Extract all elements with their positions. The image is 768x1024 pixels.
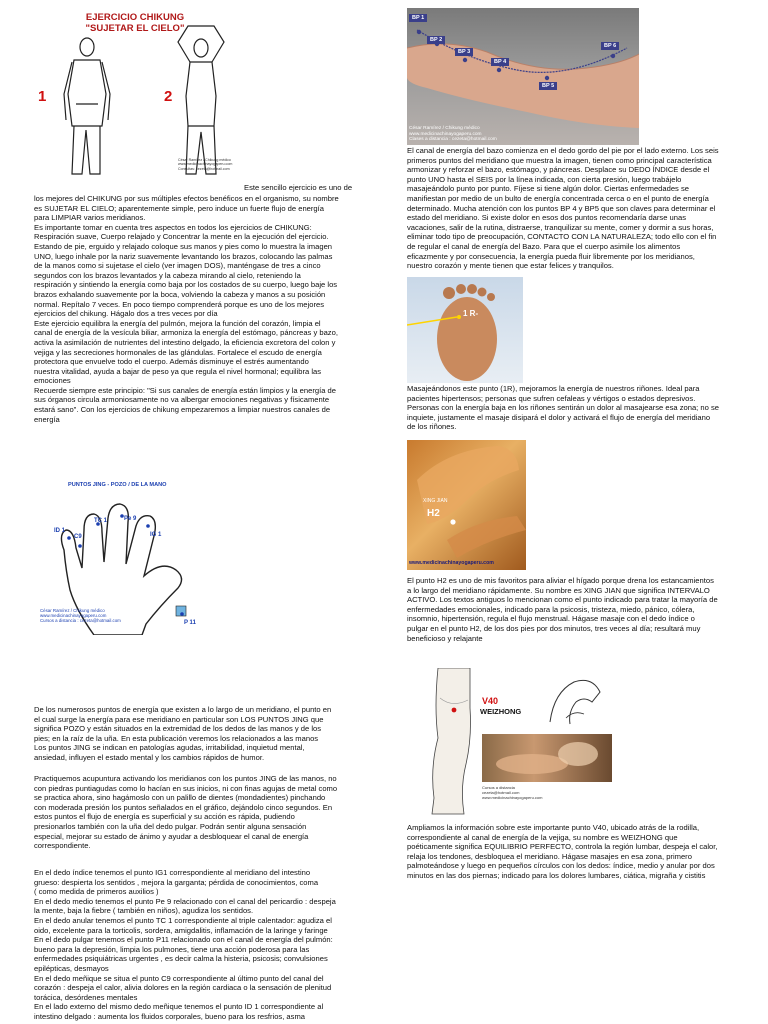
foot-label-bp6: BP 6: [601, 42, 619, 50]
chikung-figure-caption: César Ramírez / Chikung médico www.medicinachinayogaperu.com Consultas: cezeta@hotmail.com: [178, 158, 233, 171]
foot-spleen-meridian-photo: [407, 8, 639, 145]
toes-shape: [407, 440, 526, 570]
spleen-meridian-paragraph: El canal de energía del bazo comienza en el dedo gordo del pie por el lado externo. Los seis primeros puntos del meridiano que muestra la imagen, tienen como principal característica armonizar y reforzar el bazo, estómago, y páncreas. Desplace su DEDO ÍNDICE desde el punto UNO hasta el SEIS por la línea indicada, con cierta presión, luego trabájelo masajeándolo punto por punto. Fíjese si tiene algún dolor. Ciertas enfermedades se manifiestan por medio de un bulto de energía concentrada cerca o en el punto de energía determinado. Mucha atención con los puntos BP 4 y BP5 que son claves para determinar el estado del meridiano. Si existe dolor en esos dos puntos recomendaría darse unas vacaciones, salir de la rutina, distraerse, tranquilizar su mente, comer y dormir a sus horas, eliminar todo tipo de preocupación, CONTACTO CON LA NATURALEZA; todo ello con el fin de regular el canal de energía del Bazo. Para que el cuerpo asimile los alimentos eficazmente y por consecuencia, la energía pueda fluir libremente por los meridianos, nuestro corazón y mente tienen que estar felices y tranquilos.: [407, 146, 719, 271]
leg-back-illustration: [424, 668, 484, 816]
hand-jing-points-figure: [36, 480, 226, 635]
knee-v40-figure: [424, 668, 614, 816]
foot-label-bp5: BP 5: [539, 82, 557, 90]
point-label-id1: ID 1: [54, 528, 66, 534]
step-2-number: 2: [164, 88, 173, 105]
liver-point-paragraph: El punto H2 es uno de mis favoritos para aliviar el hígado porque drena los estancamientos a lo largo del meridiano rápidamente. Su nombre es XING JIAN que significa INTERVALO ACTIVO. Los textos antiguos lo mencionan como el punto indicado para tratar la mayoría de enfermedades emocionales, indicado para la psicosis, tristeza, miedo, pánico, cólera, insomnio, hipertensión, regula el flujo menstrual. Hágase masaje con el dedo índice o pulgar en el punto H2, de los dos pies por dos minutos, tres veces al día; resultará muy beneficioso y relajante: [407, 576, 718, 643]
knee-point-name: WEIZHONG: [480, 707, 522, 716]
sole-shape: [407, 277, 523, 383]
toes-photo-url: www.medicinachinayogaperu.com: [409, 560, 494, 566]
knee-sketch-illustration: [544, 672, 606, 726]
point-label-ig1: IG 1: [150, 532, 162, 538]
chikung-intro-line: Este sencillo ejercicio es uno de: [244, 183, 353, 192]
chikung-figure: [30, 8, 245, 180]
finger-points-paragraph: En el dedo índice tenemos el punto IG1 correspondiente al meridiano del intestino grueso: despierta los sentidos , mejora la garganta; pérdida de conocimientos, coma ( como medida de primeros auxilios ) En el dedo medio tenemos el punto Pe 9 relacionado con el canal del pericardio : despeja la mente, baja la fiebre ( también en niños), agudiza los sentidos. En el dedo anular tenemos el punto TC 1 correspondiente al triple calentador: agudiza el oido, excelente para la torticolis, sordera, amigdalitis, inflamación de la laringe y faringe En el dedo pulgar tenemos el punto P11 relacionado con el canal de energía del pulmón: bueno para la depresión, limpia los pulmones, tiene una acción poderosa para las enfermedades psiquiátricas urgentes , es decir calma la histeria, psicosis; convulsiones epilépticas, desmayos En el dedo meñique se situa el punto C9 correspondiente al último punto del canal del corazón : despeja el calor, alivia dolores en la región cardiaca o la sensación de plenitud torácica, desórdenes mentales En el lado externo del mismo dedo meñique tenemos el punto ID 1 correspondiente al intestino delgado : aumenta los fluidos corporales, bueno para los resfrios, asma: [34, 868, 336, 1021]
knee-figure-caption: Cursos a distancia cezeta@hotmail.com www.medicinachinayogaperu.com: [482, 785, 543, 800]
foot-label-bp4: BP 4: [491, 58, 509, 66]
foot-label-bp3: BP 3: [455, 48, 473, 56]
acupuncture-paragraph: Practiquemos acupuntura activando los meridianos con los puntos JING de las manos, no con piedras puntiagudas como lo hacían en sus inicios, ni con finas agujas de metal como se practica ahora, sino hagámoslo con un palillo de dientes (mondadientes) pinchando con moderada presión los puntos señalados en el gráfico, dejándolo cinco segundos. En estos puntos el flujo de energía es superficial y su acción es rápida, pudiendo presionarlos también con la uña del dedo pulgar. Podrán sentir alguna sensación especial, mejorar su estado de ánimo y ayudar a desbloquear el canal de energía correspondiente.: [34, 774, 338, 851]
toes-point-name: XING JIAN: [423, 498, 448, 504]
person-standing-illustration: [50, 34, 120, 180]
chikung-paragraph: los mejores del CHIKUNG por sus múltiples efectos benéficos en el organismo, su nombre es SUJETAR EL CIELO; aparentemente simple, pero induce un fuerte flujo de energía para LIMPIAR varios meridianos. Es importante tomar en cuenta tres aspectos en todos los ejercicios de CHIKUNG: Respiración suave, Cuerpo relajado y Concentrar la mente en la ejecución del ejercicio. Estando de pie, erguido y relajado coloque sus manos y pies como lo muestra la imagen UNO, luego inhale por la nariz suavemente levantando los brazos, colocando las palmas de la manos como si sujetase el cielo (ver imagen DOS), manténgase de tres a cinco segundos con los brazos levantados y la cabeza mirando al cielo, reteniendo la respiración y sintiendo la energía como baja por los costados de su cuerpo, luego baje los brazos exhalando suavemente por la boca, volviendo la cabeza y manos a su posición normal. Repítalo 7 veces. En poco tiempo comprenderá porque es uno de los mejores ejercicios del chikung. Hágalo dos a tres veces por día Este ejercicio equilibra la energía del pulmón, mejora la función del corazón, limpia el canal de energía de la vesícula biliar, armoniza la energía del estómago, páncreas y bazo, activa la asimilación de nutrientes del intestino delgado, la eficiencia excretora del colon y vejiga y las secreciones hormonales de las glándulas. Fortalece el escudo de energía protectora que envuelve todo el cuerpo. Además disminuye el estrés aumentando nuestra vitalidad, ayuda a bajar de peso ya que regula el nivel hormonal; equilibra las emociones Recuerde siempre este principio: "Si sus canales de energía están limpios y la energía de sus órganos circula armoniosamente no va albergar emociones negativas y físicamente estará sano". Con los ejercicios de chikung empezaremos a limpiar nuestros canales de energía: [34, 194, 339, 424]
hand-figure-caption: César Ramírez / Chikung médico www.medicinachinayogaperu.com Cursos a distancia : cezeta@hotmail.com: [40, 608, 121, 623]
knee-point-label: V40: [482, 696, 499, 706]
hand-figure-title: PUNTOS JING - POZO / DE LA MANO: [68, 482, 167, 488]
toes-h2-photo: [407, 440, 526, 570]
jing-points-paragraph: De los numerosos puntos de energía que existen a lo largo de un meridiano, el punto en el cual surge la energía para ese meridiano en particular son LOS PUNTOS JING que significa POZO y están situados en la extremidad de los dedos de las manos y de los pies; en la raíz de la uña. En esta publicación veremos los relacionados a las manos Los puntos JING se indican en patologías agudas, irritabilidad, inquietud mental, ansiedad, influyen el estado mental y los cambios rápidos de humor.: [34, 705, 332, 762]
foot-label-bp1: BP 1: [409, 14, 427, 22]
point-label-pe9: Pe 9: [124, 516, 137, 522]
toes-point-label: H2: [427, 508, 440, 519]
chikung-figure-title: EJERCICIO CHIKUNG "SUJETAR EL CIELO": [85, 12, 185, 34]
point-label-c9: C9: [74, 534, 82, 540]
step-1-number: 1: [38, 88, 47, 105]
point-label-tc1: TC 1: [94, 518, 108, 524]
person-arms-raised-illustration: [168, 22, 234, 180]
foot-shape: [407, 8, 639, 145]
bladder-point-paragraph: Ampliamos la información sobre este importante punto V40, ubicado atrás de la rodilla, correspondiente al canal de energía de la vejiga, su nombre es WEIZHONG que poéticamente significa EQUILIBRIO PERFECTO, controla la región lumbar, despeja el calor, relaja los tendones, desbloquea el meridiano. Hágase masajes en esa zona, primero palmoteándose y luego en pequeños círculos con los dedos: índice, medio y anular por dos minutos en las dos piernas; indicado para los dolores lumbares, ciática, migraña y cistitis: [407, 823, 718, 880]
point-label-p11: P 11: [184, 620, 196, 626]
foot-label-bp2: BP 2: [427, 36, 445, 44]
kidney-point-paragraph: Masajeándonos este punto (1R), mejoramos la energía de nuestros riñones. Ideal para pacientes hipertensos; personas que sufren cefaleas y vértigos o estados depresivos. Personas con la energía baja en los riñones sentirán un dolor al masajearse esa zona; no se inquiete, justamente el masaje disipará el dolor y activará el flujo de energía del meridiano de los riñones.: [407, 384, 719, 432]
foot-sole-photo: [407, 277, 523, 383]
massage-photo: [482, 734, 612, 782]
sole-point-label: 1 R-: [463, 309, 479, 318]
foot-photo-credit: César Ramírez / Chikung médico www.medicinachinayogaperu.com Clases a distancia : cezeta@hotmail.com: [409, 126, 497, 143]
